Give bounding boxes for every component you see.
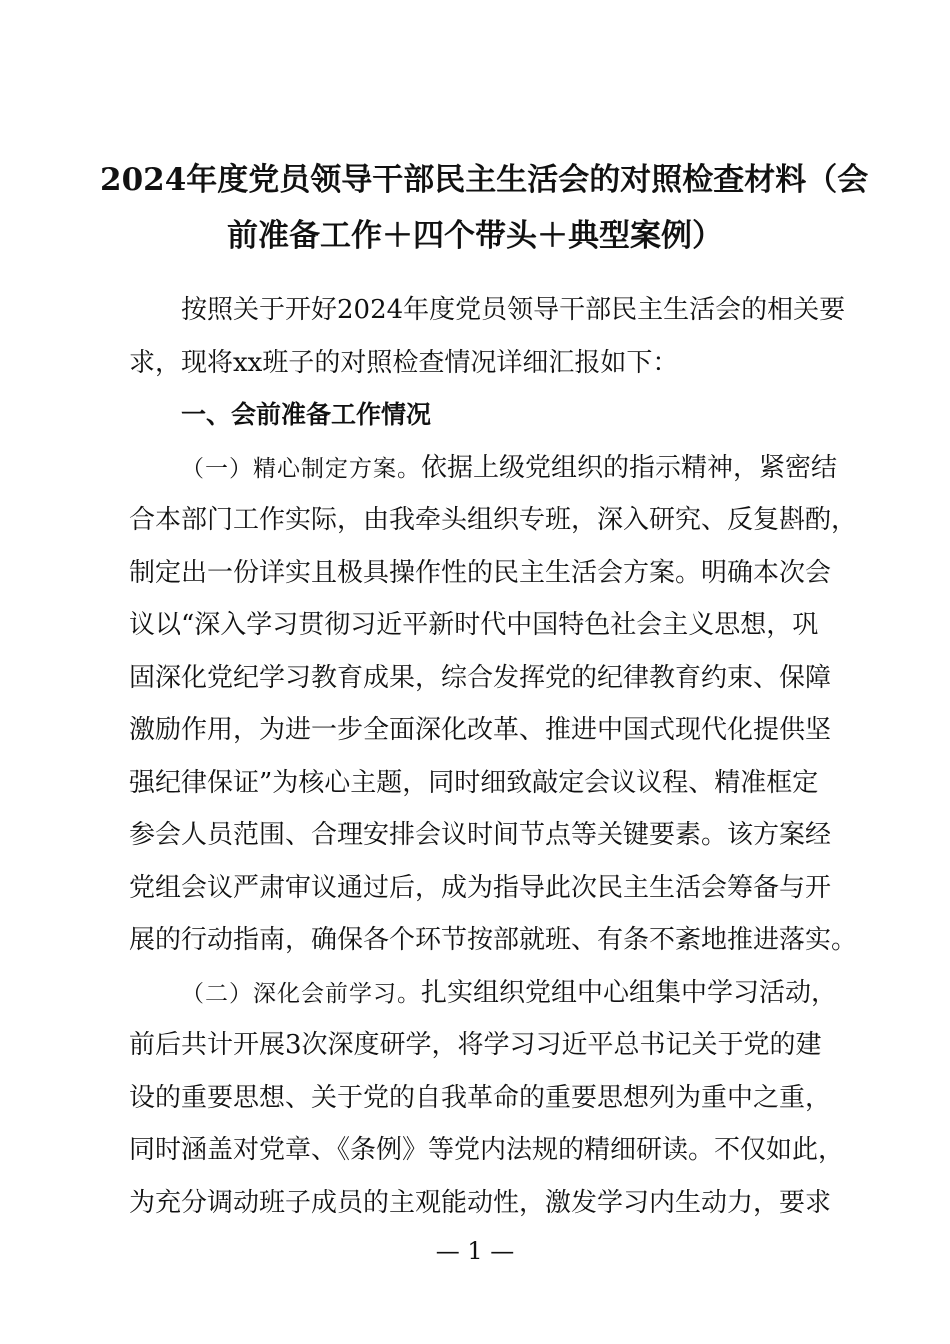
para1-line: 党组会议严肃审议通过后，成为指导此次民主生活会筹备与开 [129,872,832,903]
para1-line: 参会人员范围、合理安排会议时间节点等关键要素。该方案经 [129,820,832,850]
para1-line-1 [129,442,838,495]
para1-line: 固深化党纪学习教育成果，综合发挥党的纪律教育约束、保障 [129,662,832,693]
title-line-2: 前准备工作＋四个带头＋典型案例） [227,218,723,254]
document-title [100,152,869,264]
para1-first-rest: 依据上级党组织的指示精神，紧密结 [421,452,838,483]
para1-line: 激励作用，为进一步全面深化改革、推进中国式现代化提供坚 [129,715,832,745]
section-heading-1: 一、会前准备工作情况 [181,400,432,429]
para2-line: 设的重要思想、关于党的自我革命的重要思想列为重中之重， [129,1082,832,1113]
para1-line: 制定出一份详实且极具操作性的民主生活会方案。明确本次会 [129,557,832,588]
para2-line: 前后共计开展3次深度研学，将学习习近平总书记关于党的建 [129,1030,822,1060]
para1-lead: （一）精心制定方案。 [181,455,421,482]
para2-first-rest: 扎实组织党组中心组集中学习活动， [421,977,838,1008]
document-body [129,284,858,1229]
para1-line: 展的行动指南，确保各个环节按部就班、有条不紊地推进落实。 [129,925,858,955]
page-number: — 1 — [435,1237,515,1265]
para1-line: 强纪律保证”为核心主题，同时细致敲定会议议程、精准框定 [129,767,819,798]
intro-line-2: 求，现将xx班子的对照检查情况详细汇报如下： [129,347,679,378]
para1-line: 合本部门工作实际，由我牵头组织专班，深入研究、反复斟酌， [129,505,858,535]
para2-line: 为充分调动班子成员的主观能动性，激发学习内生动力，要求 [129,1187,832,1218]
para2-lead: （二）深化会前学习。 [181,980,421,1007]
intro-line-1: 按照关于开好2024年度党员领导干部民主生活会的相关要 [181,295,846,325]
title-line-1: 2024年度党员领导干部民主生活会的对照检查材料（会 [100,162,869,198]
para1-line: 议以“深入学习贯彻习近平新时代中国特色社会主义思想，巩 [129,610,819,640]
para2-line: 同时涵盖对党章、《条例》等党内法规的精细研读。不仅如此， [129,1135,845,1165]
para2-line-1 [129,967,838,1020]
